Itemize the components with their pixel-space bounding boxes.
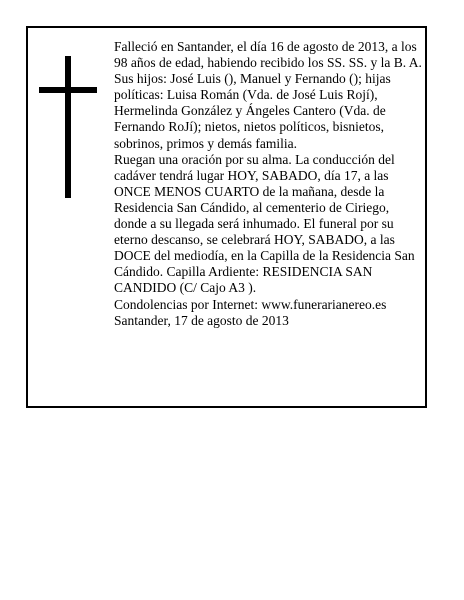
place-date-line: Santander, 17 de agosto de 2013 [114, 312, 289, 328]
family-list: Sus hijos: José Luis (), Manuel y Fernando (); hijas políticas: Luisa Román (Vda. de José Luis Rojí), Hermelinda González y Ángeles Cantero (Vda. de Fernando RoJí); nietos, nietos políticos, bisnietos, sobrinos, primos y demás familia. [114, 71, 391, 151]
death-announcement: Falleció en Santander, el día 16 de agosto de 2013, a los 98 años de edad, habiendo recibido los SS. SS. y la B. A. [114, 39, 422, 71]
condolences-line: Condolencias por Internet: www.funerarianereo.es [114, 296, 387, 312]
obituary-notice [26, 26, 427, 408]
cross-horizontal-bar [39, 87, 97, 93]
latin-cross-icon [39, 56, 97, 198]
cross-vertical-bar [65, 56, 71, 198]
service-details: Ruegan una oración por su alma. La conducción del cadáver tendrá lugar HOY, SABADO, día 17, a las ONCE MENOS CUARTO de la mañana, desde la Residencia San Cándido, al cementerio de Ciriego, donde a su llegada será inhumado. El funeral por su eterno descanso, se celebrará HOY, SABADO, a las DOCE del mediodía, en la Capilla de la Residencia San Cándido. Capilla Ardiente: RESIDENCIA SAN CANDIDO (C/ Cajo A3 ). [114, 151, 415, 296]
notice-text [114, 39, 424, 329]
